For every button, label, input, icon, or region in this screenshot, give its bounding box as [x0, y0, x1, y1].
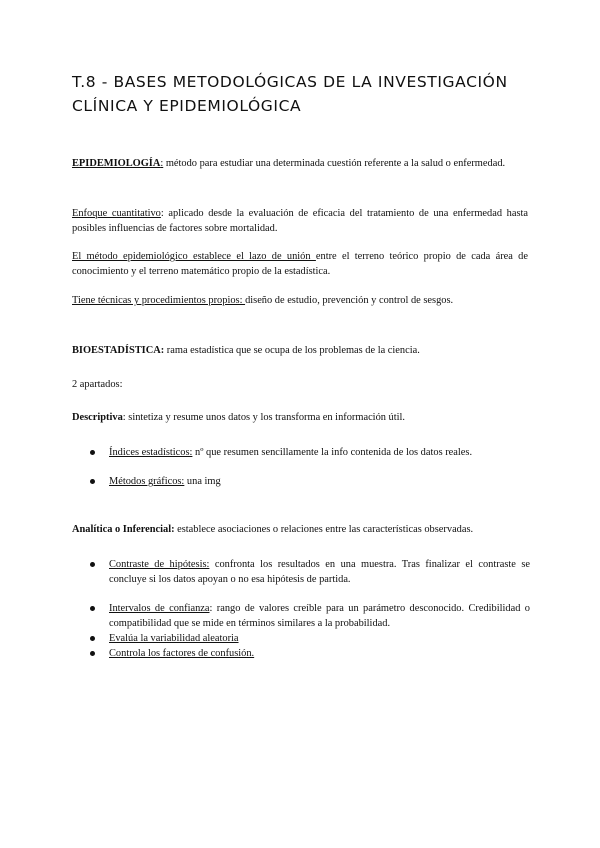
- bullet-icon: [90, 606, 95, 611]
- bullet-icon: [90, 636, 95, 641]
- enfoque-paragraph: [72, 206, 528, 236]
- epidemiologia-colon: :: [160, 158, 164, 169]
- analitica-paragraph: [72, 522, 528, 537]
- bioestadistica-paragraph: [72, 343, 528, 358]
- title-line-1: T.8 - BASES METODOLÓGICAS DE LA INVESTIGACIÓN: [72, 73, 508, 91]
- bullet-icon: [90, 562, 95, 567]
- list-item-term: Intervalos de confianza: [109, 603, 210, 614]
- page-title: [72, 70, 542, 118]
- enfoque-definition: : aplicado desde la evaluación de eficacia del tratamiento de una enfermedad hasta posibles influencias de factores sobre mortalidad.: [72, 208, 528, 234]
- descriptiva-paragraph: [72, 410, 528, 425]
- metodo-term: El método epidemiológico establece el lazo de unión: [72, 251, 316, 262]
- tecnicas-paragraph: [72, 293, 528, 308]
- bioestadistica-term: BIOESTADÍSTICA:: [72, 345, 165, 356]
- list-item: [90, 557, 530, 587]
- analitica-term: Analítica o Inferencial:: [72, 524, 175, 535]
- descriptiva-definition: : sintetiza y resume unos datos y los transforma en información útil.: [122, 412, 406, 423]
- list-item: [90, 445, 530, 460]
- list-item: [90, 631, 530, 646]
- tecnicas-definition: diseño de estudio, prevención y control de sesgos.: [245, 295, 454, 306]
- epidemiologia-term: EPIDEMIOLOGÍA: [72, 158, 161, 169]
- descriptiva-term: Descriptiva: [72, 412, 123, 423]
- list-item-text: : rango de valores creíble para un parámetro desconocido. Credibilidad o compatibilidad que se mide en términos similares a la probabilidad.: [109, 603, 530, 629]
- list-item-term: Métodos gráficos:: [109, 476, 185, 487]
- list-item-term: Índices estadísticos:: [109, 447, 193, 458]
- bullet-icon: [90, 479, 95, 484]
- analitica-definition: establece asociaciones o relaciones entre las características observadas.: [174, 524, 474, 535]
- list-item-term: Contraste de hipótesis:: [109, 559, 210, 570]
- metodo-definition: entre el terreno teórico propio de cada área de conocimiento y el terreno matemático propio de la estadística.: [72, 251, 528, 277]
- list-item: [90, 474, 530, 489]
- title-line-2: CLÍNICA Y EPIDEMIOLÓGICA: [72, 97, 302, 115]
- apartados-line: 2 apartados:: [72, 379, 123, 390]
- list-item-text: confronta los resultados en una muestra. Tras finalizar el contraste se concluye si los datos apoyan o no esa hipótesis de partida.: [109, 559, 530, 585]
- list-item-term: Controla los factores de confusión.: [109, 648, 255, 659]
- bioestadistica-definition: rama estadística que se ocupa de los problemas de la ciencia.: [164, 345, 420, 356]
- epidemiologia-paragraph: [72, 156, 528, 171]
- list-item: [90, 646, 530, 661]
- epidemiologia-definition: método para estudiar una determinada cuestión referente a la salud o enfermedad.: [163, 158, 506, 169]
- analitica-list: [90, 557, 530, 661]
- metodo-paragraph: [72, 249, 528, 279]
- list-item: [90, 601, 530, 631]
- tecnicas-term: Tiene técnicas y procedimientos propios:: [72, 295, 246, 306]
- list-item-term: Evalúa la variabilidad aleatoria: [109, 633, 239, 644]
- list-item-text: una img: [184, 476, 221, 487]
- bullet-icon: [90, 450, 95, 455]
- descriptiva-list: [90, 445, 530, 489]
- list-item-text: nº que resumen sencillamente la info contenida de los datos reales.: [192, 447, 473, 458]
- bullet-icon: [90, 651, 95, 656]
- enfoque-term: Enfoque cuantitativo: [72, 208, 161, 219]
